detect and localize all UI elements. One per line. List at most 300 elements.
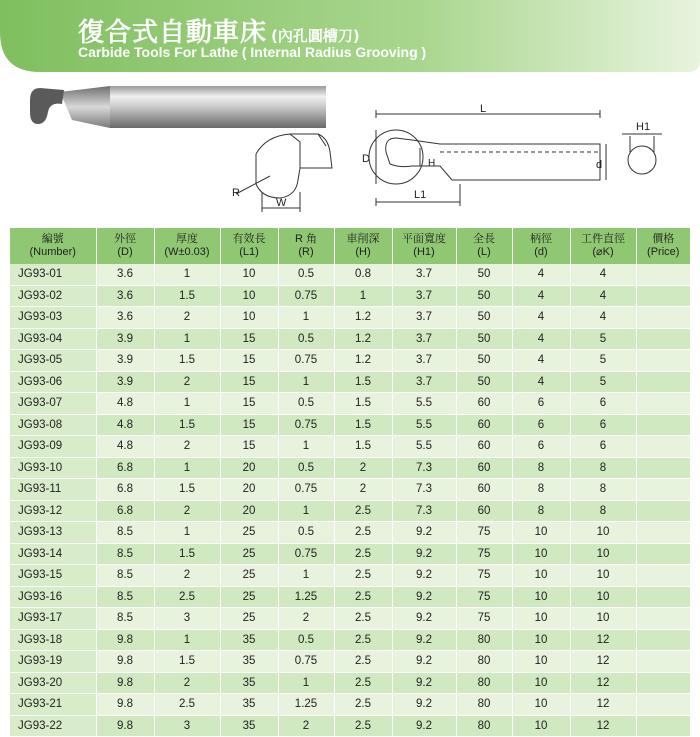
table-cell: 1.5 (154, 285, 220, 307)
table-cell: 10 (220, 307, 278, 329)
table-row (10, 715, 690, 737)
table-cell: 0.5 (278, 629, 334, 651)
table-cell: 4.8 (96, 414, 154, 436)
table-cell: 5.5 (392, 393, 456, 415)
column-header-en: (⌀K) (592, 246, 614, 258)
column-header (636, 228, 690, 264)
table-cell (636, 672, 690, 694)
column-header-en: (Price) (647, 246, 680, 258)
table-cell (636, 694, 690, 716)
table-cell: 8 (512, 457, 570, 479)
table-cell: 6 (512, 414, 570, 436)
table-cell: 15 (220, 350, 278, 372)
table-cell: 8 (512, 479, 570, 501)
table-cell: 10 (512, 629, 570, 651)
table-cell: 9.2 (392, 522, 456, 544)
column-header-zh: 外徑 (114, 233, 136, 245)
table-cell: 35 (220, 715, 278, 737)
table-cell: 60 (456, 436, 512, 458)
part-number-cell: JG93-21 (10, 694, 96, 716)
table-cell: 8.5 (96, 543, 154, 565)
table-cell (636, 715, 690, 737)
table-cell: 60 (456, 457, 512, 479)
table-cell: 0.75 (278, 479, 334, 501)
tool-tip (30, 88, 64, 124)
table-cell: 80 (456, 651, 512, 673)
table-cell (636, 543, 690, 565)
table-cell: 9.2 (392, 543, 456, 565)
table-cell: 75 (456, 565, 512, 587)
column-header-en: (H1) (413, 246, 435, 258)
part-number-cell: JG93-01 (10, 264, 96, 285)
table-cell: 3.6 (96, 307, 154, 329)
table-row (10, 307, 690, 329)
column-header-zh: 厚度 (176, 233, 198, 245)
table-row (10, 672, 690, 694)
table-cell: 2.5 (334, 651, 392, 673)
table-cell: 5.5 (392, 414, 456, 436)
table-cell: 1.5 (154, 651, 220, 673)
table-cell: 0.75 (278, 285, 334, 307)
tool-photo (30, 86, 326, 128)
table-cell: 3 (154, 715, 220, 737)
table-cell: 6.8 (96, 479, 154, 501)
table-cell (636, 414, 690, 436)
table-cell: 20 (220, 500, 278, 522)
part-number-cell: JG93-22 (10, 715, 96, 737)
part-number-cell: JG93-12 (10, 500, 96, 522)
table-cell: 5 (570, 371, 636, 393)
table-cell: 20 (220, 457, 278, 479)
column-header-zh: 有效長 (232, 233, 266, 245)
table-cell: 80 (456, 629, 512, 651)
table-cell: 9.8 (96, 629, 154, 651)
part-number-cell: JG93-20 (10, 672, 96, 694)
table-cell: 2 (334, 457, 392, 479)
table-cell: 12 (570, 672, 636, 694)
tool-illustration (0, 72, 700, 224)
table-cell: 2.5 (334, 715, 392, 737)
table-cell: 1.5 (334, 414, 392, 436)
table-cell: 1 (278, 672, 334, 694)
label-H: H (428, 158, 436, 169)
table-cell: 15 (220, 371, 278, 393)
table-cell: 3.7 (392, 371, 456, 393)
table-cell: 3.7 (392, 285, 456, 307)
column-header (220, 228, 278, 264)
spec-table (10, 228, 690, 737)
table-cell: 0.5 (278, 457, 334, 479)
column-header-en: (L) (477, 246, 491, 258)
table-cell: 4.8 (96, 436, 154, 458)
label-D: D (362, 153, 370, 165)
table-cell: 75 (456, 586, 512, 608)
table-cell: 10 (512, 586, 570, 608)
table-row (10, 457, 690, 479)
table-cell: 10 (512, 651, 570, 673)
table-cell: 2.5 (334, 586, 392, 608)
label-L: L (480, 103, 487, 115)
table-cell: 5 (570, 350, 636, 372)
table-cell: 80 (456, 672, 512, 694)
part-number-cell: JG93-09 (10, 436, 96, 458)
part-number-cell: JG93-06 (10, 371, 96, 393)
part-number-cell: JG93-13 (10, 522, 96, 544)
table-row (10, 285, 690, 307)
table-cell: 1 (278, 500, 334, 522)
table-cell: 15 (220, 414, 278, 436)
table-cell: 10 (570, 586, 636, 608)
table-row (10, 694, 690, 716)
table-cell: 10 (570, 608, 636, 630)
table-cell: 1.2 (334, 328, 392, 350)
table-cell: 3.7 (392, 328, 456, 350)
table-row (10, 522, 690, 544)
table-cell: 1.25 (278, 586, 334, 608)
table-cell: 6 (512, 436, 570, 458)
table-cell (636, 264, 690, 285)
table-cell: 2 (278, 715, 334, 737)
table-row (10, 436, 690, 458)
table-cell: 4 (512, 371, 570, 393)
table-cell: 9.8 (96, 694, 154, 716)
table-cell: 15 (220, 436, 278, 458)
table-cell: 6 (570, 393, 636, 415)
table-cell: 10 (570, 522, 636, 544)
table-cell: 15 (220, 393, 278, 415)
tool-shank (110, 86, 326, 128)
table-cell: 1 (278, 371, 334, 393)
table-cell: 3.9 (96, 371, 154, 393)
table-cell: 1 (278, 436, 334, 458)
table-cell: 25 (220, 522, 278, 544)
dimension-drawing (362, 103, 662, 206)
table-cell: 6 (570, 436, 636, 458)
table-cell: 1.5 (154, 414, 220, 436)
table-cell: 4 (512, 328, 570, 350)
table-cell: 0.75 (278, 350, 334, 372)
table-cell: 6 (570, 414, 636, 436)
table-cell: 1.5 (334, 393, 392, 415)
table-cell: 1 (278, 565, 334, 587)
label-W: W (276, 197, 287, 209)
table-cell: 9.8 (96, 672, 154, 694)
column-header-en: (W±0.03) (164, 246, 210, 258)
table-cell (636, 586, 690, 608)
table-cell: 80 (456, 715, 512, 737)
table-cell: 35 (220, 694, 278, 716)
table-cell: 4 (512, 307, 570, 329)
table-cell: 3.9 (96, 328, 154, 350)
table-cell: 4.8 (96, 393, 154, 415)
table-cell: 2.5 (334, 672, 392, 694)
table-cell: 4 (512, 285, 570, 307)
table-row (10, 608, 690, 630)
column-header-zh: 柄徑 (530, 233, 552, 245)
table-cell (636, 608, 690, 630)
table-cell: 60 (456, 479, 512, 501)
table-cell: 50 (456, 307, 512, 329)
table-cell: 8 (570, 500, 636, 522)
table-cell: 2 (278, 608, 334, 630)
table-cell (636, 629, 690, 651)
table-cell: 75 (456, 522, 512, 544)
table-cell: 50 (456, 328, 512, 350)
table-cell: 12 (570, 629, 636, 651)
column-header (570, 228, 636, 264)
part-number-cell: JG93-03 (10, 307, 96, 329)
table-cell: 60 (456, 393, 512, 415)
table-cell: 0.5 (278, 328, 334, 350)
table-cell: 0.75 (278, 651, 334, 673)
table-cell: 10 (570, 565, 636, 587)
table-cell: 12 (570, 694, 636, 716)
column-header-en: (L1) (239, 246, 259, 258)
table-cell: 4 (512, 350, 570, 372)
table-cell: 0.8 (334, 264, 392, 285)
table-body (10, 264, 690, 737)
label-R: R (232, 187, 240, 199)
table-cell (636, 500, 690, 522)
table-cell: 0.75 (278, 414, 334, 436)
table-cell: 10 (220, 285, 278, 307)
header-banner (0, 0, 700, 72)
table-cell: 9.8 (96, 715, 154, 737)
table-cell (636, 436, 690, 458)
table-cell: 8 (512, 500, 570, 522)
title-suffix: (內孔圓槽刀) (271, 27, 360, 45)
table-cell (636, 565, 690, 587)
table-cell: 25 (220, 586, 278, 608)
table-cell: 7.3 (392, 457, 456, 479)
label-L1: L1 (414, 189, 427, 201)
table-cell: 12 (570, 715, 636, 737)
table-cell: 8 (570, 457, 636, 479)
table-cell: 2.5 (334, 565, 392, 587)
part-number-cell: JG93-07 (10, 393, 96, 415)
table-row (10, 586, 690, 608)
table-cell: 0.5 (278, 264, 334, 285)
table-cell (636, 328, 690, 350)
table-row (10, 543, 690, 565)
column-header-zh: 車削深 (346, 233, 380, 245)
table-cell: 10 (512, 608, 570, 630)
table-cell: 25 (220, 543, 278, 565)
table-cell (636, 651, 690, 673)
table-cell: 1 (154, 393, 220, 415)
table-cell: 10 (570, 543, 636, 565)
column-header-zh: 編號 (41, 233, 64, 245)
table-cell: 2.5 (334, 500, 392, 522)
table-row (10, 264, 690, 285)
table-cell (636, 522, 690, 544)
table-row (10, 479, 690, 501)
table-cell: 50 (456, 371, 512, 393)
table-cell: 1.5 (154, 479, 220, 501)
table-cell: 1.2 (334, 307, 392, 329)
table-cell: 2 (154, 371, 220, 393)
table-cell: 1 (154, 457, 220, 479)
table-cell: 9.2 (392, 715, 456, 737)
table-cell: 1 (154, 264, 220, 285)
table-cell: 9.2 (392, 608, 456, 630)
column-header (512, 228, 570, 264)
table-cell: 8.5 (96, 565, 154, 587)
table-cell: 0.75 (278, 543, 334, 565)
table-row (10, 371, 690, 393)
table-cell: 0.5 (278, 522, 334, 544)
table-row (10, 629, 690, 651)
table-cell: 6 (512, 393, 570, 415)
table-cell: 6.8 (96, 500, 154, 522)
table-cell: 10 (512, 672, 570, 694)
table-cell: 2 (154, 672, 220, 694)
table-cell: 4 (570, 285, 636, 307)
table-cell: 2 (154, 307, 220, 329)
table-cell: 35 (220, 629, 278, 651)
table-cell: 2.5 (154, 586, 220, 608)
table-cell: 0.5 (278, 393, 334, 415)
table-cell: 1.5 (154, 350, 220, 372)
table-cell: 1.2 (334, 350, 392, 372)
column-header (10, 228, 96, 264)
column-header-zh: R 角 (295, 233, 317, 245)
table-cell: 3.7 (392, 307, 456, 329)
table-cell: 8 (570, 479, 636, 501)
page-subtitle: Carbide Tools For Lathe ( Internal Radius Grooving ) (78, 44, 427, 60)
table-cell: 4 (570, 264, 636, 285)
table-cell: 25 (220, 565, 278, 587)
table-row (10, 350, 690, 372)
table-cell (636, 350, 690, 372)
table-cell: 80 (456, 694, 512, 716)
table-header-row (10, 228, 690, 264)
column-header-en: (H) (355, 246, 371, 258)
table-cell: 25 (220, 608, 278, 630)
table-cell: 3.7 (392, 350, 456, 372)
table-cell: 1 (334, 285, 392, 307)
table-cell: 9.2 (392, 629, 456, 651)
table-cell: 60 (456, 500, 512, 522)
table-cell: 9.2 (392, 651, 456, 673)
part-number-cell: JG93-16 (10, 586, 96, 608)
table-cell: 2.5 (334, 694, 392, 716)
part-number-cell: JG93-15 (10, 565, 96, 587)
table-cell: 1 (278, 307, 334, 329)
table-cell (636, 285, 690, 307)
table-cell: 2.5 (334, 522, 392, 544)
column-header-en: (Number) (29, 246, 76, 258)
table-row (10, 500, 690, 522)
table-cell: 4 (512, 264, 570, 285)
table-row (10, 565, 690, 587)
column-header-zh: 價格 (652, 233, 675, 245)
part-number-cell: JG93-14 (10, 543, 96, 565)
table-cell: 9.8 (96, 651, 154, 673)
table-cell: 1.25 (278, 694, 334, 716)
table-cell: 7.3 (392, 479, 456, 501)
table-cell: 2.5 (154, 694, 220, 716)
table-cell: 9.2 (392, 694, 456, 716)
table-cell: 60 (456, 414, 512, 436)
table-row (10, 414, 690, 436)
column-header-zh: 全長 (473, 233, 495, 245)
table-cell: 20 (220, 479, 278, 501)
table-cell: 1.5 (334, 371, 392, 393)
table-cell: 50 (456, 350, 512, 372)
table-cell: 8.5 (96, 586, 154, 608)
table-cell: 1 (154, 629, 220, 651)
part-number-cell: JG93-19 (10, 651, 96, 673)
column-header (456, 228, 512, 264)
table-cell: 2.5 (334, 543, 392, 565)
part-number-cell: JG93-18 (10, 629, 96, 651)
table-cell (636, 479, 690, 501)
table-cell: 35 (220, 651, 278, 673)
column-header (154, 228, 220, 264)
table-cell: 5 (570, 328, 636, 350)
table-cell (636, 457, 690, 479)
table-cell: 2.5 (334, 629, 392, 651)
table-cell: 9.2 (392, 586, 456, 608)
table-cell: 3 (154, 608, 220, 630)
part-number-cell: JG93-05 (10, 350, 96, 372)
table-cell: 10 (512, 522, 570, 544)
table-cell: 12 (570, 651, 636, 673)
table-cell (636, 371, 690, 393)
table-cell: 75 (456, 608, 512, 630)
title-main: 復合式自動車床 (78, 18, 268, 48)
table-cell: 2 (154, 436, 220, 458)
column-header-en: (R) (298, 246, 314, 258)
part-number-cell: JG93-10 (10, 457, 96, 479)
table-row (10, 651, 690, 673)
table-cell: 2 (334, 479, 392, 501)
table-cell: 3.6 (96, 264, 154, 285)
table-cell: 2.5 (334, 608, 392, 630)
table-cell: 7.3 (392, 500, 456, 522)
table-cell: 9.2 (392, 672, 456, 694)
table-cell: 8.5 (96, 522, 154, 544)
table-cell: 2 (154, 500, 220, 522)
column-header-en: (d) (534, 246, 548, 258)
part-number-cell: JG93-02 (10, 285, 96, 307)
table-cell: 15 (220, 328, 278, 350)
column-header (392, 228, 456, 264)
column-header (96, 228, 154, 264)
table-cell: 75 (456, 543, 512, 565)
table-cell: 8.5 (96, 608, 154, 630)
table-cell: 1.5 (154, 543, 220, 565)
table-row (10, 328, 690, 350)
tool-neck (60, 86, 110, 128)
part-number-cell: JG93-17 (10, 608, 96, 630)
part-number-cell: JG93-04 (10, 328, 96, 350)
label-d: d (596, 159, 603, 171)
part-number-cell: JG93-11 (10, 479, 96, 501)
label-H1: H1 (636, 121, 651, 133)
table-cell: 9.2 (392, 565, 456, 587)
table-row (10, 393, 690, 415)
table-cell: 10 (512, 715, 570, 737)
table-cell: 10 (512, 694, 570, 716)
table-cell: 10 (512, 543, 570, 565)
table-cell: 1 (154, 328, 220, 350)
table-cell: 1 (154, 522, 220, 544)
table-cell: 6.8 (96, 457, 154, 479)
table-cell: 5.5 (392, 436, 456, 458)
column-header-zh: 工件直徑 (581, 233, 625, 245)
